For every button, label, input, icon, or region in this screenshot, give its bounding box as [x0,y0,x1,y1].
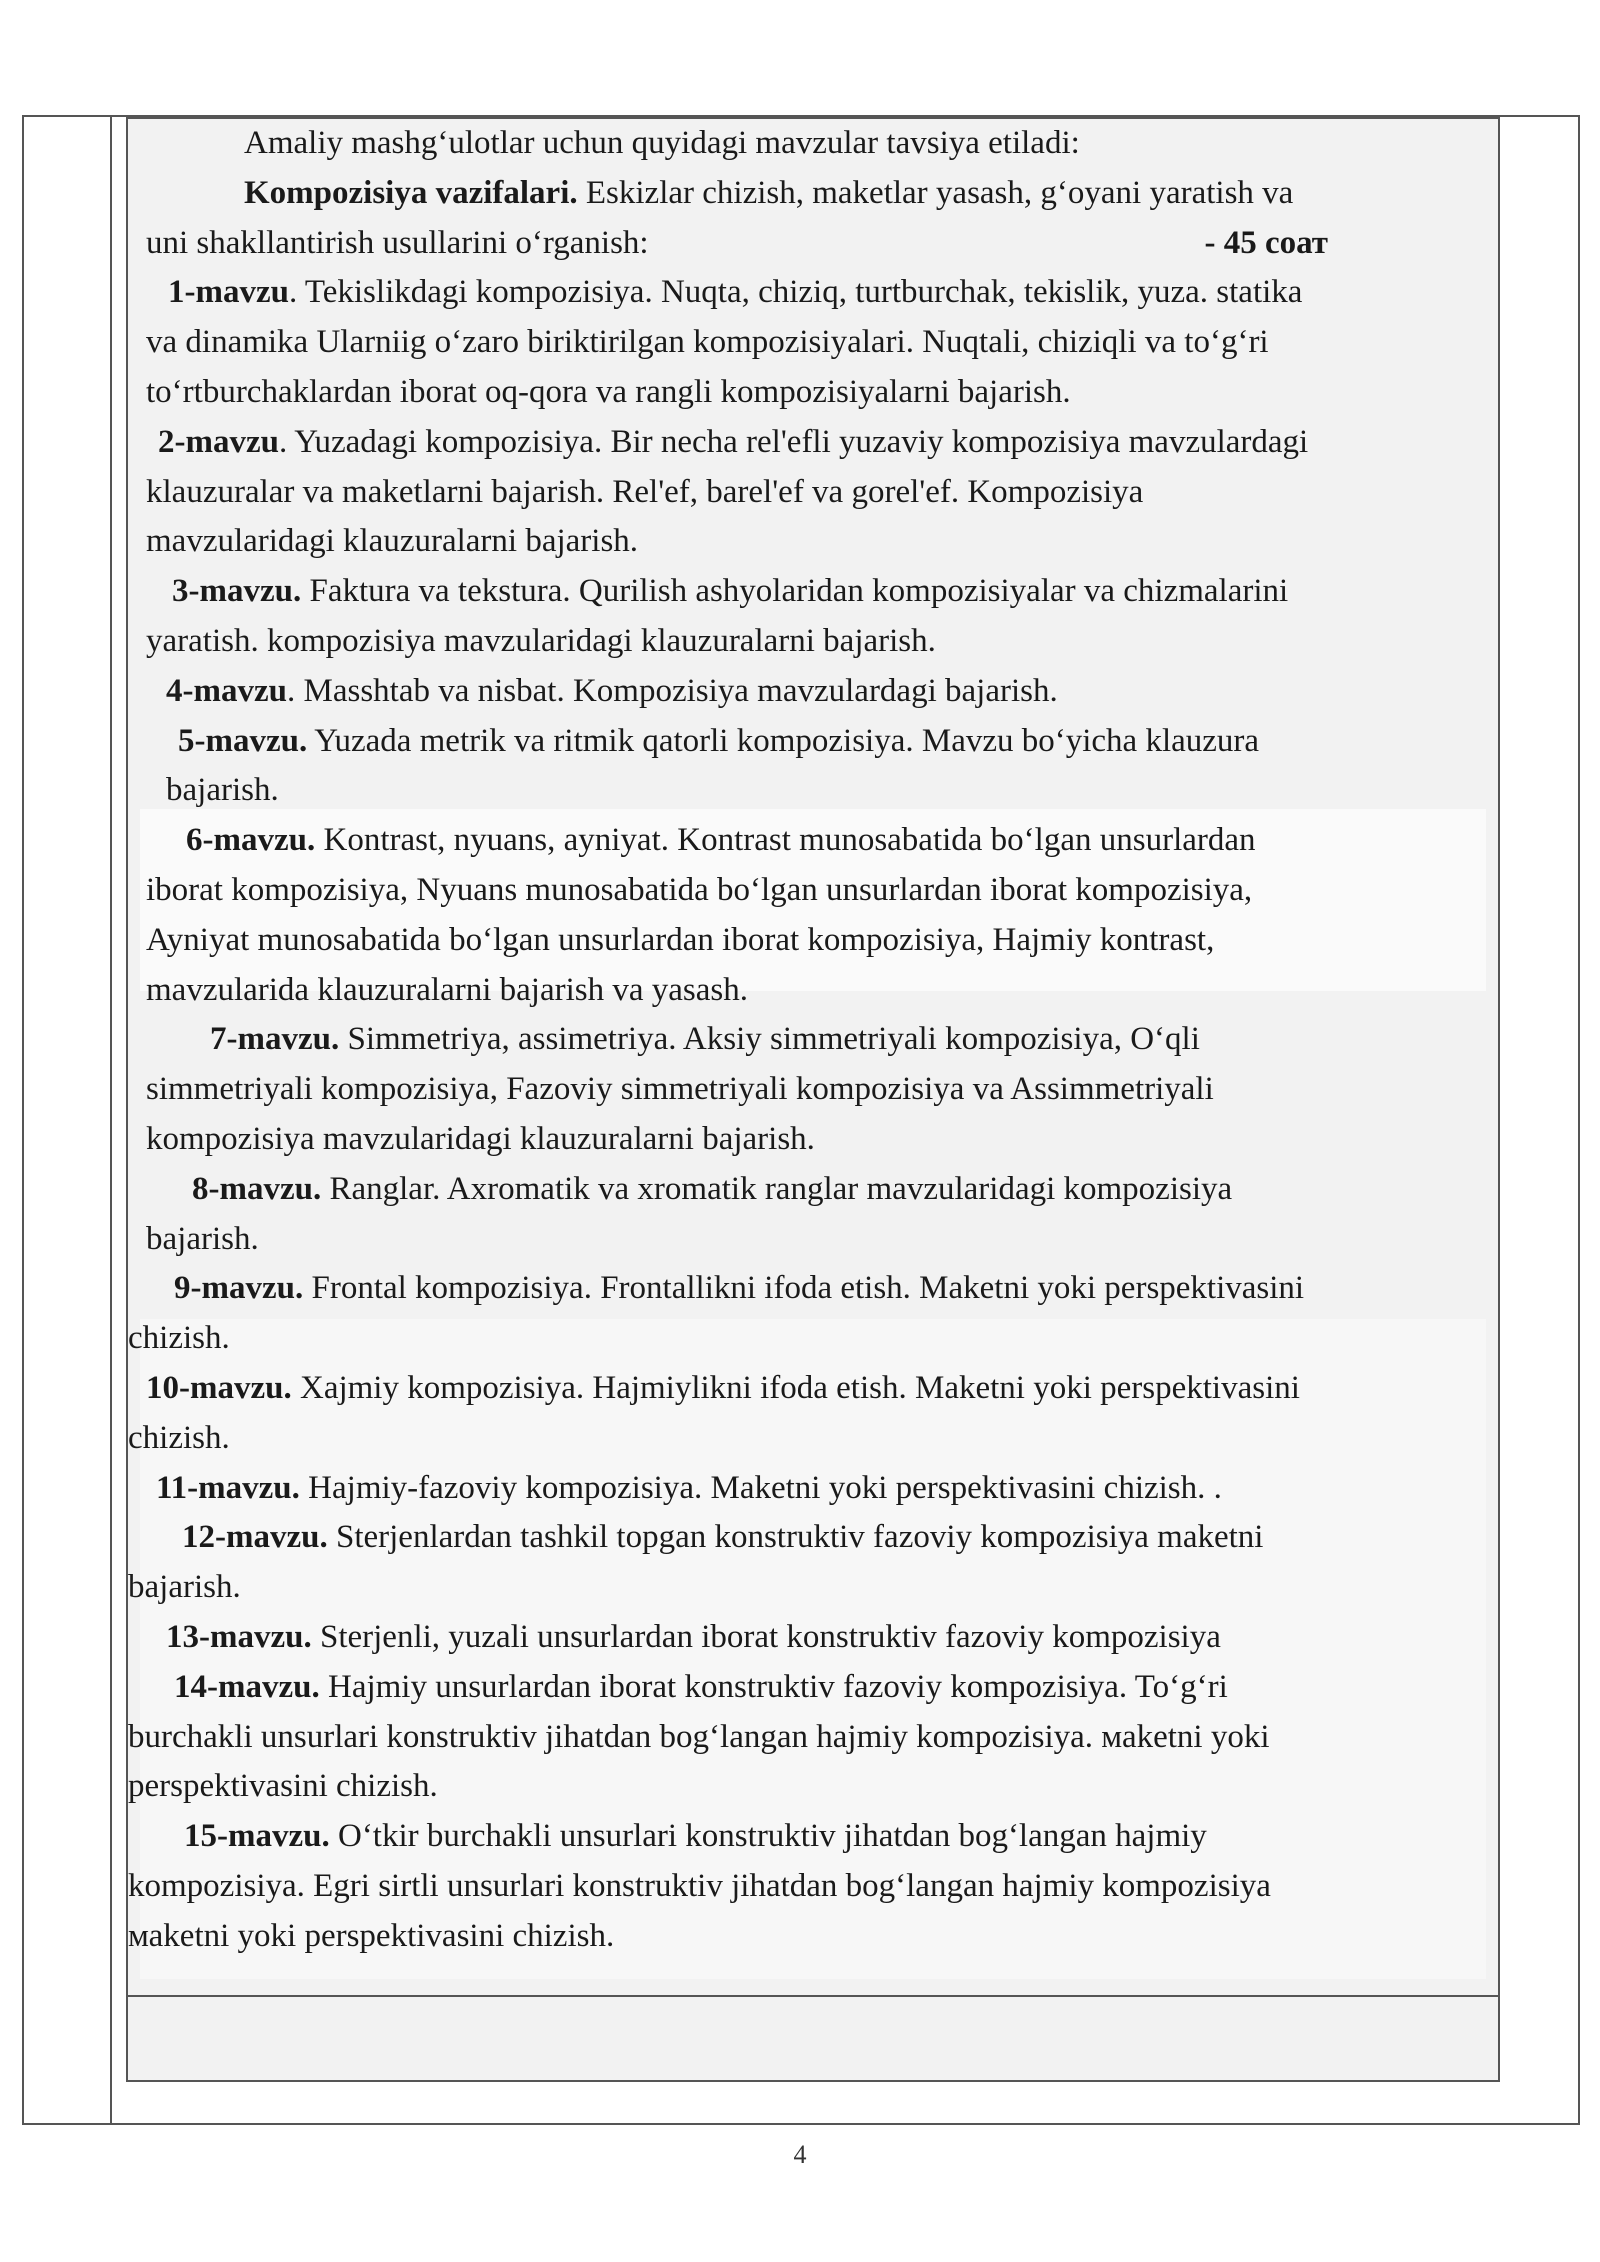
topic-14-line-3: perspektivasini chizish. [128,1768,438,1805]
topic-6-line-1: 6-mavzu. Kontrast, nyuans, ayniyat. Kontrast munosabatida bo‘lgan unsurlardan [186,822,1256,859]
topic-1-line-1: 1-mavzu. Tekislikdagi kompozisiya. Nuqta, chiziq, turtburchak, tekislik, yuza. statika [168,274,1303,311]
topic-8-line-1: 8-mavzu. Ranglar. Axromatik va xromatik ranglar mavzularidagi kompozisiya [192,1170,1233,1207]
content-cell [128,119,1498,1997]
topic-12-line-1: 12-mavzu. Sterjenlardan tashkil topgan konstruktiv fazoviy kompozisiya maketni [182,1519,1264,1556]
hours-label: - 45 соат [1204,224,1328,261]
topic-15-line-2: kompozisiya. Egri sirtli unsurlari konstruktiv jihatdan bog‘langan hajmiy kompozisiya [128,1867,1271,1904]
topic-5-line-1: 5-mavzu. Yuzada metrik va ritmik qatorli kompozisiya. Mavzu bo‘yicha klauzura [178,722,1260,759]
topic-15-line-1: 15-mavzu. O‘tkir burchakli unsurlari konstruktiv jihatdan bog‘langan hajmiy [184,1818,1207,1855]
topic-7-line-2: simmetriyali kompozisiya, Fazoviy simmetriyali kompozisiya va Assimmetriyali [146,1071,1214,1108]
topic-11-line-1: 11-mavzu. Hajmiy-fazoviy kompozisiya. Maketni yoki perspektivasini chizish. . [156,1469,1222,1506]
section-title: Kompozisiya vazifalari. [244,174,578,211]
topic-14-line-2: burchakli unsurlari konstruktiv jihatdan bog‘langan hajmiy kompozisiya. маketni yoki [128,1718,1270,1755]
topic-2-line-3: mavzularidagi klauzuralarni bajarish. [146,523,639,560]
topic-2-line-1: 2-mavzu. Yuzadagi kompozisiya. Bir necha rel'efli yuzaviy kompozisiya mavzulardagi [158,423,1309,460]
topic-3-line-1: 3-mavzu. Faktura va tekstura. Qurilish ashyolaridan kompozisiyalar va chizmalarini [172,573,1289,610]
topic-10-line-1: 10-mavzu. Xajmiy kompozisiya. Hajmiylikni ifoda etish. Maketni yoki perspektivasini [146,1369,1300,1406]
document-body [128,119,1498,1961]
topic-9-line-2: chizish. [128,1320,230,1357]
topic-6-line-2: iborat kompozisiya, Nyuans munosabatida bo‘lgan unsurlardan iborat kompozisiya, [146,871,1253,908]
topic-6-line-3: Ayniyat munosabatida bo‘lgan unsurlardan iborat kompozisiya, Hajmiy kontrast, [146,921,1215,958]
topic-3-line-2: yaratish. kompozisiya mavzularidagi klauzuralarni bajarish. [146,622,936,659]
section-line-1: Kompozisiya vazifalari. Eskizlar chizish, maketlar yasash, g‘oyani yaratish va [244,174,1294,211]
topic-13-line-1: 13-mavzu. Sterjenli, yuzali unsurlardan iborat konstruktiv fazoviy kompozisiya [166,1618,1221,1655]
topic-8-line-2: bajarish. [146,1220,259,1257]
content-table [126,117,1500,2082]
margin-column-line [110,115,112,2125]
topic-15-line-3: маketni yoki perspektivasini chizish. [128,1917,615,1954]
topic-10-line-2: chizish. [128,1419,230,1456]
topic-12-line-2: bajarish. [128,1569,241,1606]
topic-1-line-3: to‘rtburchaklardan iborat oq-qora va rangli kompozisiyalarni bajarish. [146,373,1071,410]
topic-7-line-1: 7-mavzu. Simmetriya, assimetriya. Aksiy simmetriyali kompozisiya, O‘qli [210,1021,1200,1058]
section-line-2: uni shakllantirish usullarini o‘rganish: - 45 соат [128,219,1498,269]
topic-4-line-1: 4-mavzu. Masshtab va nisbat. Kompozisiya mavzulardagi bajarish. [166,672,1058,709]
topic-7-line-3: kompozisiya mavzularidagi klauzuralarni bajarish. [146,1120,815,1157]
topic-1-line-2: va dinamika Ularniig o‘zaro biriktirilgan kompozisiyalari. Nuqtali, chiziqli va to‘g‘ri [146,324,1269,361]
page-number: 4 [793,2140,807,2169]
topic-14-line-1: 14-mavzu. Hajmiy unsurlardan iborat konstruktiv fazoviy kompozisiya. To‘g‘ri [174,1668,1228,1705]
topic-9-line-1: 9-mavzu. Frontal kompozisiya. Frontallikni ifoda etish. Maketni yoki perspektivasini [174,1270,1305,1307]
topic-2-line-2: klauzuralar va maketlarni bajarish. Rel'ef, barel'ef va gorel'ef. Kompozisiya [146,473,1144,510]
topic-6-line-4: mavzularida klauzuralarni bajarish va yasash. [146,971,748,1008]
topic-5-line-2: bajarish. [166,772,279,809]
intro-line: Amaliy mashg‘ulotlar uchun quyidagi mavzular tavsiya etiladi: [244,125,1080,161]
